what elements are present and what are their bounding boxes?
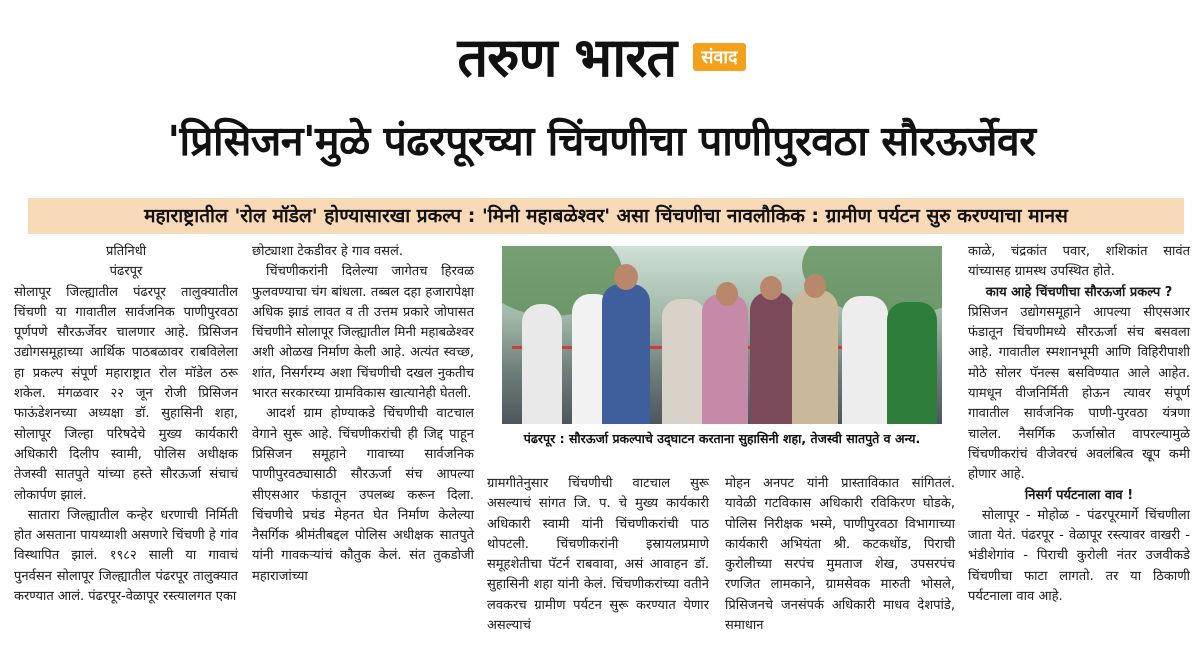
paragraph: चिंचणीकरांनी दिलेल्या जागेतच हिरवळ फुलवण्याचा चंग बांधला. तब्बल दहा हजारापेक्षा अधिक झाडं लावत व ती उत्तम प्रकारे जोपासत चिंचणीने सोलापूर जिल्ह्यातील मिनी महाबळेश्वर अशी ओळख निर्माण केली आहे. अत्यंत स्वच्छ, शांत, निसर्गरम्य अशा चिंचणीची दखल नुकतीच भारत सरकारच्या ग्रामविकास खात्यानेही घेतली. <box>252 264 474 402</box>
paragraph: आदर्श ग्राम होण्याकडे चिंचणीची वाटचाल वेगाने सुरू आहे. चिंचणीकरांची ही जिद्द पाहून प्रिसिजन समूहाने गावाच्या सार्वजनिक पाणीपुरवठ्यासाठी सौरऊर्जा संच आपल्या सीएसआर फंडातून उपलब्ध करून दिला. चिंचणीचे प्रचंड मेहनत घेत निर्माण केलेल्या नैसर्गिक श्रीमंतीबद्दल पोलिस अधीक्षक सातपुते यांनी गावकऱ्यांचं कौतुक केलं. संत तुकडोजी महाराजांच्या <box>252 406 474 584</box>
paragraph: प्रिसिजन उद्योगसमूहाने आपल्या सीएसआर फंडातून चिंचणीमध्ये सौरऊर्जा संच बसवला आहे. गावातील स्मशानभूमी आणि विहिरीपाशी मोठे सोलर पॅनल्स बसविण्यात आले आहेत. यामधून वीजनिर्मिती होऊन त्यावर संपूर्ण गावातील सार्वजनिक पाणी-पुरवठा यंत्रणा चालेल. नैसर्गिक ऊर्जास्रोत वापरल्यामुळे चिंचणीकरांचं वीजेवरचं अवलंबित्व खूप कमी होणार आहे. <box>968 304 1190 483</box>
photo-person <box>842 296 888 424</box>
photo-head <box>614 264 638 290</box>
photo-head <box>716 282 738 306</box>
paragraph: काळे, चंद्रकांत पवार, शशिकांत सावंत यांच्यासह ग्रामस्थ उपस्थित होते. <box>968 244 1190 280</box>
dateline-place: पंढरपूर <box>109 264 143 280</box>
photo-person <box>792 290 838 424</box>
paragraph: सोलापूर - मोहोळ - पंढरपूरमार्गे चिंचणीला जाता येतं. पंढरपूर - वेळापूर रस्त्यावर वाखरी - भंडीशेगांव - पिराची कुरोली नंतर उजवीकडे चिंचणीचा फाटा लागतो. तर या ठिकाणी पर्यटनाला वाव आहे. <box>968 507 1190 605</box>
article-column-2 <box>252 242 474 587</box>
article-headline: 'प्रिसिजन'मुळे पंढरपूरच्या चिंचणीचा पाणीपुरवठा सौरऊर्जेवर <box>167 117 1036 165</box>
photo-person <box>602 284 650 424</box>
paragraph: सातारा जिल्ह्यातील कन्हेर धरणाची निर्मिती होत असताना पायथ्याशी असणारे चिंचणी हे गांव विस्थापित झालं. १९८२ साली या गावाचं पुनर्वसन सोलापूर जिल्ह्यातील पंढरपूर तालुक्यात करण्यात आलं. पंढरपूर-वेळापूर रस्त्यालगत एका <box>14 507 238 605</box>
newspaper-badge: संवाद <box>693 43 745 71</box>
event-photo <box>502 246 942 424</box>
paragraph: छोट्याशा टेकडीवर हे गाव वसलं. <box>252 244 403 259</box>
photo-person <box>522 304 562 424</box>
photo-head <box>804 274 826 298</box>
article-column-5 <box>968 242 1190 607</box>
paragraph: मोहन अनपट यांनी प्रास्ताविकात सांगितलं. यावेळी गटविकास अधिकारी रविकिरण घोडके, पोलिस निरीक्षक भस्मे, पाणीपुरवठा विभागाच्या कार्यकारी अभियंता श्री. कटकधोंड, पिराची कुरोलीच्या सरपंच मुमताज शेख, उपसरपंच रणजित लामकाने, ग्रामसेवक मारुती भोसले, प्रिसिजनचे जनसंपर्क अधिकारी माधव देशपांडे, समाधान <box>725 476 955 634</box>
section-subheading: काय आहे चिंचणीचा सौरऊर्जा प्रकल्प ? <box>985 284 1173 300</box>
newspaper-title: तरुण भारत <box>457 26 677 89</box>
article-column-1 <box>14 242 238 607</box>
paragraph: ग्रामगीतेनुसार चिंचणीची वाटचाल सुरू असल्याचं सांगत जि. प. चे मुख्य कार्यकारी अधिकारी स्वामी यांनी चिंचणीकरांची पाठ थोपटली. चिंचणीकरांनी इस्रायलप्रमाणे समूहशेतीचा पॅटर्न राबवावा, असं आवाहन डॉ. सुहासिनी शहा यांनी केलं. चिंचणीकरांच्या वतीने लवकरच ग्रामीण पर्यटन सुरू करण्यात येणार असल्याचं <box>487 476 709 634</box>
masthead <box>0 18 1203 88</box>
photo-caption: पंढरपूर : सौरऊर्जा प्रकल्पाचे उद्‌घाटन करताना सुहासिनी शहा, तेजस्वी सातपुते व अन्य. <box>523 431 921 446</box>
photo-person <box>887 302 937 424</box>
article-column-4 <box>725 474 955 636</box>
section-subheading: निसर्ग पर्यटनाला वाव ! <box>1024 487 1134 503</box>
article-column-3 <box>487 474 709 636</box>
paragraph: सोलापूर जिल्ह्यातील पंढरपूर तालुक्यातील चिंचणी या गावातील सार्वजनिक पाणीपुरवठा पूर्णपणे सौरऊर्जेवर चालणार आहे. प्रिसिजन उद्योगसमूहाच्या आर्थिक पाठबळावर राबविलेला हा प्रकल्प संपूर्ण महाराष्ट्रात रोल मॉडेल ठरू शकेल. मंगळवार २२ जून रोजी प्रिसिजन फाऊंडेशनच्या अध्यक्षा डॉ. सुहासिनी शहा, सोलापूर जिल्हा परिषदेचे मुख्य कार्यकारी अधिकारी दिलीप स्वामी, पोलिस अधीक्षक तेजस्वी सातपुते यांच्या हस्ते सौरऊर्जा संचाचं लोकार्पण झालं. <box>14 284 238 503</box>
photo-person <box>750 292 794 424</box>
photo-person <box>702 294 748 424</box>
byline: प्रतिनिधी <box>105 244 147 259</box>
photo-person <box>662 299 706 424</box>
article-subheadline: महाराष्ट्रातील 'रोल मॉडेल' होण्यासारखा प्रकल्प : 'मिनी महाबळेश्वर' असा चिंचणीचा नावलौकिक : ग्रामीण पर्यटन सुरु करण्याचा मानस <box>28 198 1184 234</box>
photo-head <box>760 276 782 300</box>
